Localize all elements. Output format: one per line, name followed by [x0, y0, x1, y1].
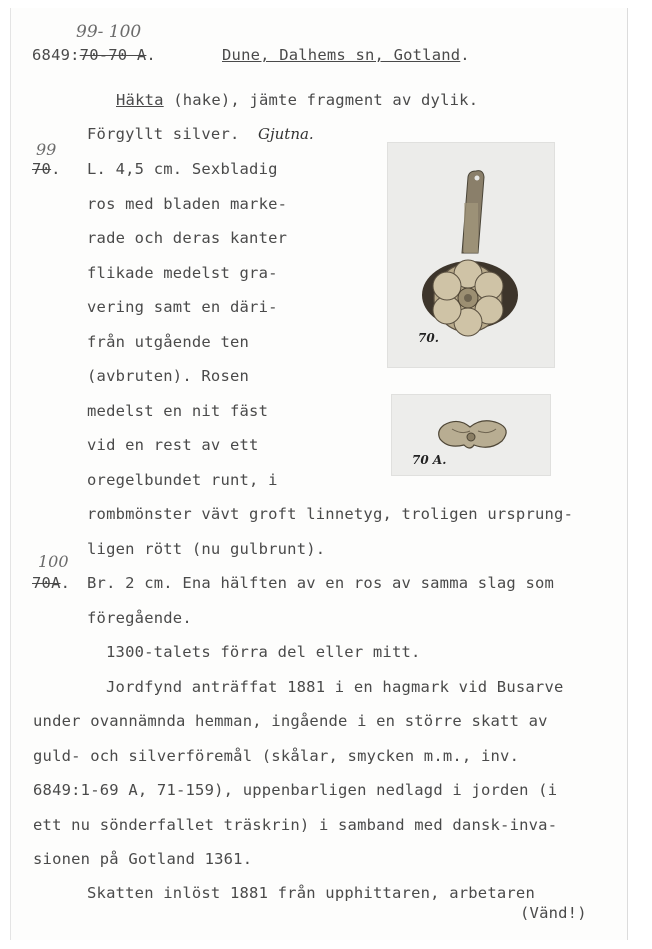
object-title: [116, 91, 478, 109]
item70a-number: [32, 574, 70, 592]
body-line: Jordfynd anträffat 1881 i en hagmark vid Busarve: [106, 678, 564, 696]
item70-line: vid en rest av ett: [87, 436, 259, 454]
body-line: guld- och silverföremål (skålar, smycken m.m., inv.: [33, 747, 520, 765]
item70a-struck-number: 70A: [32, 574, 61, 592]
item70-line: rade och deras kanter: [87, 229, 288, 247]
body-line: Skatten inlöst 1881 från upphittaren, arbetaren: [87, 884, 535, 902]
catalog-number: [32, 46, 156, 64]
body-line: ett nu sönderfallet träskrin) i samband med dansk-inva-: [33, 816, 558, 834]
body-line: under ovannämnda hemman, ingående i en större skatt av: [33, 712, 548, 730]
item70-line: ligen rött (nu gulbrunt).: [87, 540, 326, 558]
object-title-word: Häkta: [116, 91, 164, 109]
turn-over-note: (Vänd!): [520, 904, 587, 922]
catalog-struck-number: 70-70 A: [79, 46, 147, 64]
material-handwritten-note: Gjutna.: [258, 125, 314, 143]
catalog-prefix: 6849:: [32, 46, 80, 64]
material-text: Förgyllt silver.: [87, 125, 240, 143]
item70-line: oregelbundet runt, i: [87, 471, 278, 489]
body-line: 6849:1-69 A, 71-159), uppenbarligen nedlagd i jorden (i: [33, 781, 558, 799]
catalog-suffix: .: [146, 46, 156, 64]
rose-clasp-image: [388, 143, 554, 367]
material-line: [87, 125, 240, 143]
item70-line: ros med bladen marke-: [87, 195, 288, 213]
location-suffix: .: [460, 46, 470, 64]
item70-pencil-number: 99: [36, 140, 57, 159]
photo-rose-clasp-label: 70.: [418, 331, 439, 345]
find-location: [222, 46, 470, 64]
dating-line: 1300-talets förra del eller mitt.: [106, 643, 421, 661]
item70-line: vering samt en däri-: [87, 298, 278, 316]
item70a-pencil-number: 100: [38, 552, 69, 571]
item70a-number-suffix: .: [60, 574, 71, 592]
photo-half-rose-label: 70 A.: [412, 453, 447, 467]
item70-line: (avbruten). Rosen: [87, 367, 250, 385]
item70a-line: föregående.: [87, 609, 192, 627]
body-line: sionen på Gotland 1361.: [33, 850, 253, 868]
item70-line: medelst en nit fäst: [87, 402, 269, 420]
item70-number-suffix: .: [51, 160, 61, 178]
item70-number: [32, 160, 61, 178]
item70a-line: Br. 2 cm. Ena hälften av en ros av samma slag som: [87, 574, 555, 592]
pencil-page-number: 99- 100: [76, 22, 142, 42]
location-text: Dune, Dalhems sn, Gotland: [222, 46, 461, 64]
object-title-rest: (hake), jämte fragment av dylik.: [163, 91, 479, 109]
photo-rose-clasp: [388, 143, 554, 367]
item70-line: från utgående ten: [87, 333, 250, 351]
item70-line: rombmönster vävt groft linnetyg, troligen ursprung-: [87, 505, 574, 523]
item70-struck-number: 70: [32, 160, 52, 178]
item70-line: L. 4,5 cm. Sexbladig: [87, 160, 278, 178]
item70-line: flikade medelst gra-: [87, 264, 278, 282]
photo-half-rose: [392, 395, 550, 475]
